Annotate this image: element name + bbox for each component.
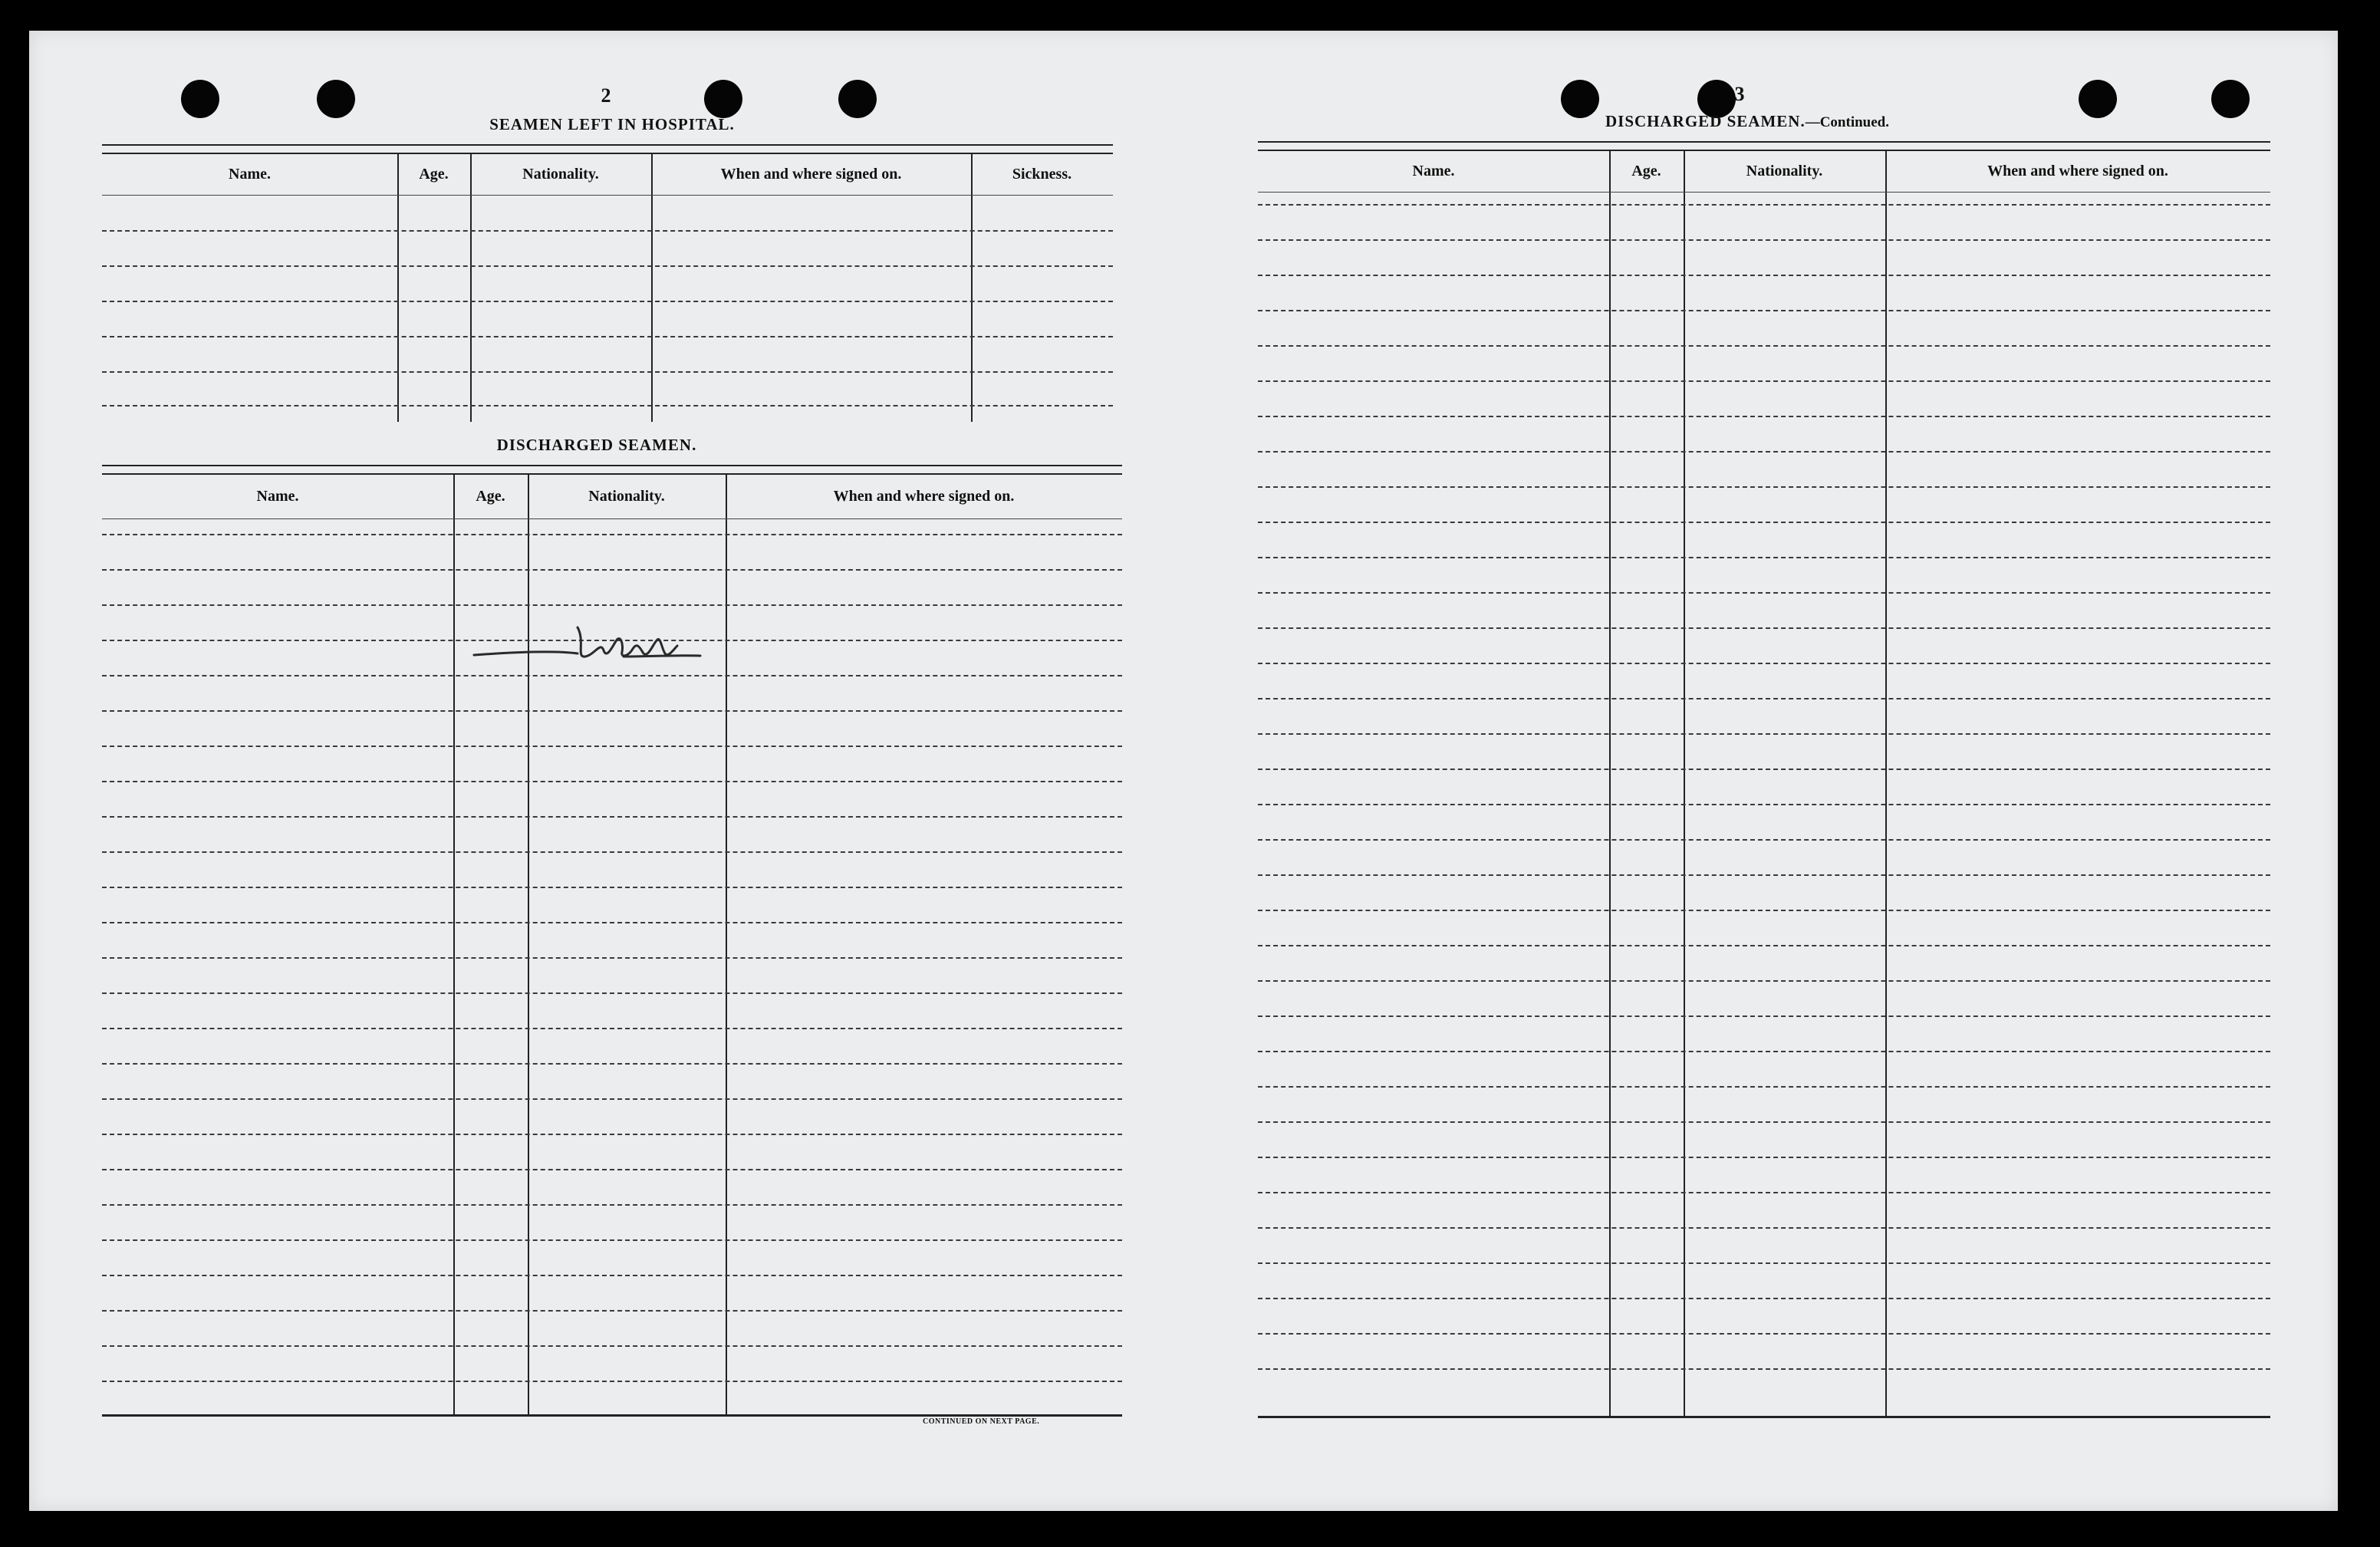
discharged-continued-table <box>1258 141 2270 1417</box>
section-title-main: DISCHARGED SEAMEN. <box>1605 112 1806 130</box>
column-header-nationality: Nationality. <box>1746 163 1823 179</box>
column-header-when-where: When and where signed on. <box>1987 163 2168 179</box>
column-header-name: Name. <box>229 166 271 183</box>
document-sheet <box>29 31 2338 1511</box>
hospital-table <box>102 144 1113 422</box>
discharged-table <box>102 465 1122 1416</box>
column-header-age: Age. <box>476 488 505 505</box>
continued-note: CONTINUED ON NEXT PAGE. <box>923 1417 1040 1426</box>
page-number: 2 <box>601 84 611 107</box>
column-header-nationality: Nationality. <box>588 488 665 505</box>
handwritten-mark <box>470 611 746 672</box>
column-header-when-where: When and where signed on. <box>720 166 902 183</box>
page-number: 3 <box>1734 83 1745 105</box>
column-header-name: Name. <box>1412 163 1455 179</box>
section-title-suffix: —Continued. <box>1805 114 1889 130</box>
discharged-continued-title <box>1578 112 1916 131</box>
column-header-name: Name. <box>256 488 299 505</box>
column-header-age: Age. <box>1631 163 1661 179</box>
column-header-sickness: Sickness. <box>1012 166 1072 183</box>
column-header-when-where: When and where signed on. <box>833 488 1015 505</box>
right-page <box>1180 31 2338 1511</box>
column-header-age: Age. <box>419 166 449 183</box>
column-header-nationality: Nationality. <box>522 166 599 183</box>
discharged-section-title: DISCHARGED SEAMEN. <box>496 436 697 454</box>
left-page <box>29 31 1180 1511</box>
hospital-section-title: SEAMEN LEFT IN HOSPITAL. <box>489 115 735 133</box>
